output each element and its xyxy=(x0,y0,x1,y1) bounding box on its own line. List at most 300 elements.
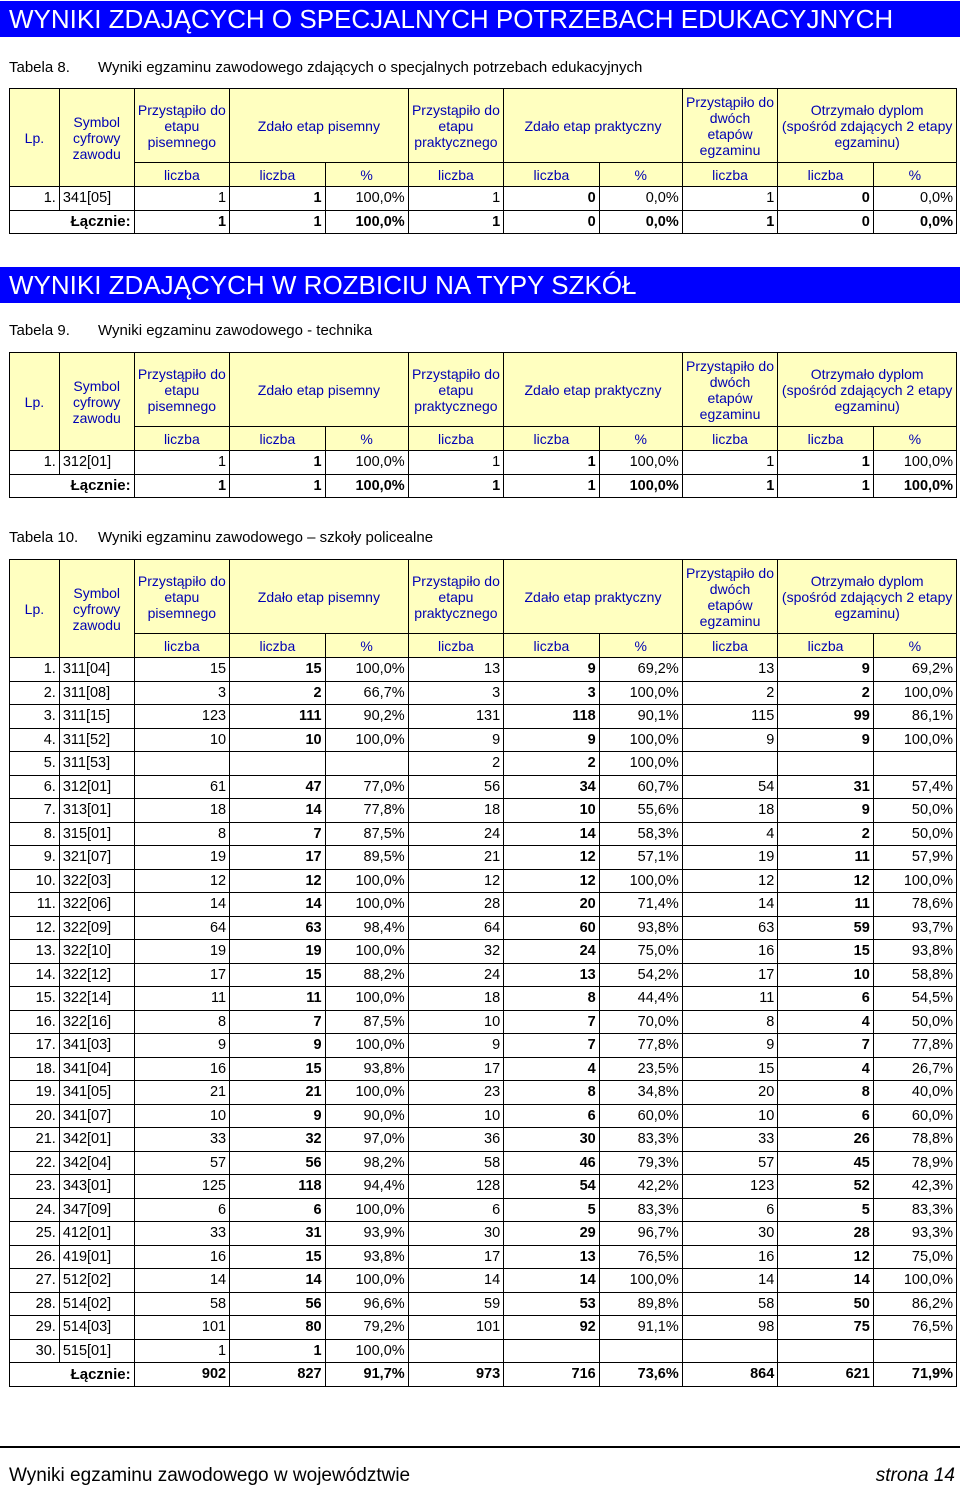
cell-pct-prakt: 75,0% xyxy=(599,940,682,964)
cell-zdalo-pis: 15 xyxy=(230,963,326,987)
table-title: Wyniki egzaminu zawodowego - technika xyxy=(98,322,373,339)
cell-pct-pis: 94,4% xyxy=(325,1175,408,1199)
row-lp: 10. xyxy=(10,869,60,893)
cell-przystapilo-prakt: 56 xyxy=(408,775,504,799)
cell-zdalo-prakt: 12 xyxy=(504,869,600,893)
cell-przystapilo-pis: 10 xyxy=(134,1104,230,1128)
cell-pct-pis: 98,4% xyxy=(325,916,408,940)
cell-przystapilo-dwa: 11 xyxy=(682,987,778,1011)
results-table-special-needs xyxy=(9,88,957,234)
cell-przystapilo-dwa: 14 xyxy=(682,893,778,917)
cell-przystapilo-prakt: 9 xyxy=(408,728,504,752)
row-lp: 12. xyxy=(10,916,60,940)
cell-zdalo-prakt: 92 xyxy=(504,1316,600,1340)
cell-otrzymalo: 5 xyxy=(778,1198,874,1222)
row-symbol: 341[07] xyxy=(59,1104,134,1128)
cell-przystapilo-prakt: 17 xyxy=(408,1057,504,1081)
total-cell: 100,0% xyxy=(599,474,682,498)
cell-otrzymalo: 9 xyxy=(778,658,874,682)
header-symbol: Symbol cyfrowy zawodu xyxy=(59,353,134,451)
header-zdalo-praktyczny: Zdało etap praktyczny xyxy=(504,353,683,427)
header-symbol: Symbol cyfrowy zawodu xyxy=(59,560,134,658)
table-row xyxy=(10,1198,957,1222)
cell-zdalo-prakt: 8 xyxy=(504,1081,600,1105)
row-symbol: 515[01] xyxy=(59,1339,134,1363)
row-symbol: 347[09] xyxy=(59,1198,134,1222)
header-przystapilo-praktyczny: Przystąpiło do etapu praktycznego xyxy=(408,560,504,634)
cell-zdalo-prakt: 29 xyxy=(504,1222,600,1246)
subheader-liczba: liczba xyxy=(504,634,600,658)
cell-pct-prakt: 60,7% xyxy=(599,775,682,799)
cell-przystapilo-pis xyxy=(134,752,230,776)
cell-zdalo-pis: 56 xyxy=(230,1151,326,1175)
cell-pct-prakt: 100,0% xyxy=(599,681,682,705)
results-table-policealne xyxy=(9,559,957,1387)
cell-przystapilo-dwa: 13 xyxy=(682,658,778,682)
cell-pct-dyplom: 100,0% xyxy=(873,869,956,893)
header-otrzymalo-line2: (spośród zdających 2 etapy egzaminu) xyxy=(781,588,953,621)
table-title: Wyniki egzaminu zawodowego zdających o specjalnych potrzebach edukacyjnych xyxy=(98,59,643,76)
cell-otrzymalo: 6 xyxy=(778,987,874,1011)
cell-pct-dyplom: 78,8% xyxy=(873,1128,956,1152)
cell-pct-dyplom: 86,1% xyxy=(873,705,956,729)
cell-otrzymalo: 2 xyxy=(778,822,874,846)
cell-przystapilo-dwa: 33 xyxy=(682,1128,778,1152)
header-row xyxy=(10,560,957,634)
cell-zdalo-pis: 21 xyxy=(230,1081,326,1105)
cell-otrzymalo: 0 xyxy=(778,187,874,211)
cell-przystapilo-prakt: 10 xyxy=(408,1010,504,1034)
table-row xyxy=(10,940,957,964)
cell-pct-pis: 97,0% xyxy=(325,1128,408,1152)
cell-przystapilo-dwa: 115 xyxy=(682,705,778,729)
cell-otrzymalo: 59 xyxy=(778,916,874,940)
cell-pct-pis: 100,0% xyxy=(325,658,408,682)
cell-pct-prakt: 55,6% xyxy=(599,799,682,823)
cell-otrzymalo: 31 xyxy=(778,775,874,799)
cell-pct-pis: 100,0% xyxy=(325,187,408,211)
table-row xyxy=(10,1292,957,1316)
cell-przystapilo-prakt: 1 xyxy=(408,187,504,211)
cell-pct-pis: 77,8% xyxy=(325,799,408,823)
row-symbol: 322[10] xyxy=(59,940,134,964)
cell-pct-prakt: 100,0% xyxy=(599,728,682,752)
cell-pct-dyplom: 54,5% xyxy=(873,987,956,1011)
cell-przystapilo-pis: 19 xyxy=(134,846,230,870)
table-title: Wyniki egzaminu zawodowego – szkoły policealne xyxy=(98,529,434,546)
header-otrzymalo-line2: (spośród zdających 2 etapy egzaminu) xyxy=(781,117,953,150)
cell-pct-prakt: 23,5% xyxy=(599,1057,682,1081)
cell-pct-pis: 100,0% xyxy=(325,1339,408,1363)
table-row xyxy=(10,1010,957,1034)
cell-zdalo-pis: 1 xyxy=(230,1339,326,1363)
cell-pct-pis: 100,0% xyxy=(325,451,408,475)
cell-pct-prakt: 57,1% xyxy=(599,846,682,870)
row-symbol: 322[16] xyxy=(59,1010,134,1034)
cell-pct-prakt: 91,1% xyxy=(599,1316,682,1340)
cell-przystapilo-prakt: 18 xyxy=(408,799,504,823)
table-row xyxy=(10,1057,957,1081)
cell-zdalo-pis: 7 xyxy=(230,1010,326,1034)
row-symbol: 343[01] xyxy=(59,1175,134,1199)
subheader-liczba: liczba xyxy=(408,427,504,451)
cell-przystapilo-pis: 17 xyxy=(134,963,230,987)
cell-pct-prakt: 44,4% xyxy=(599,987,682,1011)
cell-przystapilo-dwa: 17 xyxy=(682,963,778,987)
subheader-liczba: liczba xyxy=(408,634,504,658)
total-label: Łącznie: xyxy=(10,210,135,234)
subheader-liczba: liczba xyxy=(778,427,874,451)
cell-przystapilo-dwa: 63 xyxy=(682,916,778,940)
cell-zdalo-prakt: 3 xyxy=(504,681,600,705)
cell-zdalo-prakt: 46 xyxy=(504,1151,600,1175)
cell-przystapilo-pis: 33 xyxy=(134,1222,230,1246)
cell-pct-prakt: 58,3% xyxy=(599,822,682,846)
cell-otrzymalo: 28 xyxy=(778,1222,874,1246)
cell-przystapilo-prakt: 64 xyxy=(408,916,504,940)
total-row xyxy=(10,1363,957,1387)
cell-zdalo-prakt: 6 xyxy=(504,1104,600,1128)
row-lp: 19. xyxy=(10,1081,60,1105)
cell-przystapilo-dwa: 9 xyxy=(682,1034,778,1058)
cell-pct-prakt: 100,0% xyxy=(599,1269,682,1293)
table-row xyxy=(10,1104,957,1128)
cell-pct-pis: 100,0% xyxy=(325,1081,408,1105)
cell-pct-prakt: 76,5% xyxy=(599,1245,682,1269)
row-symbol: 322[14] xyxy=(59,987,134,1011)
row-symbol: 322[06] xyxy=(59,893,134,917)
total-cell: 827 xyxy=(230,1363,326,1387)
row-lp: 26. xyxy=(10,1245,60,1269)
cell-zdalo-pis: 14 xyxy=(230,799,326,823)
cell-pct-prakt xyxy=(599,1339,682,1363)
cell-zdalo-pis: 56 xyxy=(230,1292,326,1316)
cell-zdalo-pis xyxy=(230,752,326,776)
header-przystapilo-dwa-etapy: Przystąpiło do dwóch etapów egzaminu xyxy=(682,560,778,634)
cell-zdalo-prakt: 4 xyxy=(504,1057,600,1081)
cell-zdalo-pis: 9 xyxy=(230,1034,326,1058)
header-row xyxy=(10,89,957,163)
results-table-technika xyxy=(9,352,957,498)
cell-pct-prakt: 89,8% xyxy=(599,1292,682,1316)
header-zdalo-pisemny: Zdało etap pisemny xyxy=(230,89,409,163)
cell-pct-prakt: 93,8% xyxy=(599,916,682,940)
header-przystapilo-pisemny: Przystąpiło do etapu pisemnego xyxy=(134,353,230,427)
cell-zdalo-prakt: 14 xyxy=(504,1269,600,1293)
cell-zdalo-pis: 19 xyxy=(230,940,326,964)
cell-przystapilo-dwa xyxy=(682,752,778,776)
row-lp: 1. xyxy=(10,187,60,211)
row-symbol: 312[01] xyxy=(59,451,134,475)
total-label: Łącznie: xyxy=(10,1363,135,1387)
cell-pct-dyplom: 50,0% xyxy=(873,799,956,823)
subheader-percent: % xyxy=(599,634,682,658)
cell-przystapilo-pis: 14 xyxy=(134,1269,230,1293)
table-row xyxy=(10,752,957,776)
cell-przystapilo-dwa: 9 xyxy=(682,728,778,752)
cell-pct-prakt: 0,0% xyxy=(599,187,682,211)
table-row xyxy=(10,916,957,940)
cell-przystapilo-dwa: 57 xyxy=(682,1151,778,1175)
cell-pct-dyplom: 100,0% xyxy=(873,451,956,475)
header-otrzymalo-line2: (spośród zdających 2 etapy egzaminu) xyxy=(781,381,953,414)
section-banner-special-needs: WYNIKI ZDAJĄCYCH O SPECJALNYCH POTRZEBACH EDUKACYJNYCH xyxy=(0,1,960,37)
cell-otrzymalo xyxy=(778,752,874,776)
cell-pct-pis: 98,2% xyxy=(325,1151,408,1175)
footer-divider xyxy=(0,1446,960,1448)
cell-przystapilo-prakt: 59 xyxy=(408,1292,504,1316)
header-przystapilo-praktyczny: Przystąpiło do etapu praktycznego xyxy=(408,89,504,163)
header-zdalo-praktyczny: Zdało etap praktyczny xyxy=(504,560,683,634)
cell-pct-prakt: 77,8% xyxy=(599,1034,682,1058)
cell-pct-dyplom: 40,0% xyxy=(873,1081,956,1105)
cell-otrzymalo: 12 xyxy=(778,1245,874,1269)
cell-zdalo-pis: 2 xyxy=(230,681,326,705)
cell-zdalo-pis: 63 xyxy=(230,916,326,940)
cell-zdalo-prakt: 14 xyxy=(504,822,600,846)
row-symbol: 311[08] xyxy=(59,681,134,705)
cell-przystapilo-pis: 9 xyxy=(134,1034,230,1058)
cell-pct-prakt: 71,4% xyxy=(599,893,682,917)
cell-przystapilo-prakt: 6 xyxy=(408,1198,504,1222)
cell-pct-prakt: 96,7% xyxy=(599,1222,682,1246)
cell-otrzymalo: 4 xyxy=(778,1057,874,1081)
cell-przystapilo-dwa: 16 xyxy=(682,940,778,964)
cell-pct-dyplom xyxy=(873,752,956,776)
table-row xyxy=(10,1175,957,1199)
table-row xyxy=(10,822,957,846)
cell-przystapilo-dwa: 2 xyxy=(682,681,778,705)
header-przystapilo-pisemny: Przystąpiło do etapu pisemnego xyxy=(134,560,230,634)
cell-zdalo-pis: 12 xyxy=(230,869,326,893)
cell-otrzymalo: 52 xyxy=(778,1175,874,1199)
cell-zdalo-prakt: 0 xyxy=(504,187,600,211)
row-symbol: 342[04] xyxy=(59,1151,134,1175)
cell-pct-pis xyxy=(325,752,408,776)
cell-pct-pis: 100,0% xyxy=(325,1034,408,1058)
cell-pct-dyplom: 26,7% xyxy=(873,1057,956,1081)
subheader-liczba: liczba xyxy=(230,163,326,187)
cell-przystapilo-prakt: 17 xyxy=(408,1245,504,1269)
row-lp: 23. xyxy=(10,1175,60,1199)
cell-pct-dyplom: 60,0% xyxy=(873,1104,956,1128)
table-row xyxy=(10,799,957,823)
table-row xyxy=(10,1245,957,1269)
row-symbol: 311[04] xyxy=(59,658,134,682)
total-label: Łącznie: xyxy=(10,474,135,498)
row-symbol: 311[15] xyxy=(59,705,134,729)
row-symbol: 322[03] xyxy=(59,869,134,893)
header-otrzymalo-line1: Otrzymało dyplom xyxy=(810,101,924,118)
table-10-caption xyxy=(9,529,433,547)
row-lp: 28. xyxy=(10,1292,60,1316)
header-zdalo-praktyczny: Zdało etap praktyczny xyxy=(504,89,683,163)
cell-przystapilo-dwa: 20 xyxy=(682,1081,778,1105)
cell-zdalo-pis: 47 xyxy=(230,775,326,799)
cell-pct-pis: 100,0% xyxy=(325,869,408,893)
subheader-liczba: liczba xyxy=(682,634,778,658)
cell-zdalo-prakt: 53 xyxy=(504,1292,600,1316)
cell-przystapilo-prakt: 21 xyxy=(408,846,504,870)
subheader-liczba: liczba xyxy=(134,634,230,658)
row-lp: 5. xyxy=(10,752,60,776)
cell-pct-prakt: 100,0% xyxy=(599,869,682,893)
cell-pct-pis: 100,0% xyxy=(325,893,408,917)
cell-przystapilo-prakt xyxy=(408,1339,504,1363)
cell-pct-dyplom: 69,2% xyxy=(873,658,956,682)
row-lp: 4. xyxy=(10,728,60,752)
total-cell: 1 xyxy=(778,474,874,498)
total-cell: 902 xyxy=(134,1363,230,1387)
cell-pct-prakt: 60,0% xyxy=(599,1104,682,1128)
row-lp: 13. xyxy=(10,940,60,964)
cell-przystapilo-pis: 16 xyxy=(134,1057,230,1081)
cell-przystapilo-pis: 3 xyxy=(134,681,230,705)
cell-przystapilo-pis: 21 xyxy=(134,1081,230,1105)
row-symbol: 419[01] xyxy=(59,1245,134,1269)
cell-otrzymalo: 2 xyxy=(778,681,874,705)
cell-otrzymalo: 26 xyxy=(778,1128,874,1152)
cell-pct-dyplom: 100,0% xyxy=(873,1269,956,1293)
cell-przystapilo-pis: 64 xyxy=(134,916,230,940)
total-cell: 716 xyxy=(504,1363,600,1387)
row-symbol: 514[02] xyxy=(59,1292,134,1316)
cell-przystapilo-pis: 12 xyxy=(134,869,230,893)
cell-przystapilo-dwa xyxy=(682,1339,778,1363)
cell-przystapilo-prakt: 24 xyxy=(408,822,504,846)
cell-przystapilo-dwa: 16 xyxy=(682,1245,778,1269)
cell-pct-pis: 93,8% xyxy=(325,1245,408,1269)
cell-pct-pis: 100,0% xyxy=(325,728,408,752)
cell-otrzymalo: 6 xyxy=(778,1104,874,1128)
cell-pct-prakt: 90,1% xyxy=(599,705,682,729)
cell-pct-pis: 96,6% xyxy=(325,1292,408,1316)
total-cell: 100,0% xyxy=(325,210,408,234)
row-lp: 30. xyxy=(10,1339,60,1363)
cell-pct-dyplom xyxy=(873,1339,956,1363)
table-row xyxy=(10,728,957,752)
total-cell: 1 xyxy=(682,474,778,498)
table-row xyxy=(10,987,957,1011)
cell-pct-dyplom: 83,3% xyxy=(873,1198,956,1222)
row-symbol: 312[01] xyxy=(59,775,134,799)
cell-pct-pis: 87,5% xyxy=(325,1010,408,1034)
cell-pct-dyplom: 93,3% xyxy=(873,1222,956,1246)
cell-pct-dyplom: 100,0% xyxy=(873,681,956,705)
cell-pct-dyplom: 50,0% xyxy=(873,1010,956,1034)
row-lp: 17. xyxy=(10,1034,60,1058)
row-symbol: 311[53] xyxy=(59,752,134,776)
row-symbol: 341[05] xyxy=(59,1081,134,1105)
table-row xyxy=(10,1151,957,1175)
subheader-liczba: liczba xyxy=(682,163,778,187)
cell-zdalo-prakt: 1 xyxy=(504,451,600,475)
cell-pct-prakt: 100,0% xyxy=(599,451,682,475)
subheader-percent: % xyxy=(325,427,408,451)
subheader-liczba: liczba xyxy=(230,427,326,451)
cell-przystapilo-pis: 11 xyxy=(134,987,230,1011)
cell-zdalo-prakt: 10 xyxy=(504,799,600,823)
cell-pct-prakt: 54,2% xyxy=(599,963,682,987)
cell-zdalo-prakt: 24 xyxy=(504,940,600,964)
table-row xyxy=(10,705,957,729)
cell-przystapilo-dwa: 15 xyxy=(682,1057,778,1081)
cell-otrzymalo: 4 xyxy=(778,1010,874,1034)
cell-pct-pis: 77,0% xyxy=(325,775,408,799)
cell-przystapilo-prakt: 24 xyxy=(408,963,504,987)
table-row xyxy=(10,893,957,917)
cell-zdalo-pis: 14 xyxy=(230,893,326,917)
cell-przystapilo-prakt: 128 xyxy=(408,1175,504,1199)
cell-pct-pis: 93,9% xyxy=(325,1222,408,1246)
table-number: Tabela 9. xyxy=(9,322,70,339)
total-cell: 100,0% xyxy=(325,474,408,498)
cell-zdalo-pis: 31 xyxy=(230,1222,326,1246)
cell-zdalo-prakt: 13 xyxy=(504,1245,600,1269)
cell-przystapilo-pis: 1 xyxy=(134,1339,230,1363)
subheader-liczba: liczba xyxy=(504,427,600,451)
cell-zdalo-prakt: 20 xyxy=(504,893,600,917)
cell-zdalo-prakt: 2 xyxy=(504,752,600,776)
total-cell: 100,0% xyxy=(873,474,956,498)
total-cell: 73,6% xyxy=(599,1363,682,1387)
footer-title: Wyniki egzaminu zawodowego w województwie xyxy=(9,1465,411,1486)
header-otrzymalo-dyplom xyxy=(778,353,957,427)
cell-przystapilo-dwa: 54 xyxy=(682,775,778,799)
row-symbol: 412[01] xyxy=(59,1222,134,1246)
header-zdalo-pisemny: Zdało etap pisemny xyxy=(230,353,409,427)
cell-przystapilo-dwa: 8 xyxy=(682,1010,778,1034)
table-row xyxy=(10,1128,957,1152)
cell-pct-pis: 100,0% xyxy=(325,1198,408,1222)
cell-zdalo-pis: 1 xyxy=(230,451,326,475)
cell-otrzymalo: 9 xyxy=(778,728,874,752)
header-przystapilo-dwa-etapy: Przystąpiło do dwóch etapów egzaminu xyxy=(682,353,778,427)
cell-zdalo-pis: 1 xyxy=(230,187,326,211)
header-przystapilo-pisemny: Przystąpiło do etapu pisemnego xyxy=(134,89,230,163)
total-row xyxy=(10,210,957,234)
cell-przystapilo-pis: 6 xyxy=(134,1198,230,1222)
cell-przystapilo-pis: 18 xyxy=(134,799,230,823)
cell-pct-dyplom: 58,8% xyxy=(873,963,956,987)
cell-otrzymalo: 7 xyxy=(778,1034,874,1058)
cell-zdalo-pis: 9 xyxy=(230,1104,326,1128)
cell-zdalo-prakt: 13 xyxy=(504,963,600,987)
total-cell: 621 xyxy=(778,1363,874,1387)
total-cell: 1 xyxy=(134,210,230,234)
cell-przystapilo-dwa: 19 xyxy=(682,846,778,870)
subheader-liczba: liczba xyxy=(408,163,504,187)
cell-otrzymalo: 75 xyxy=(778,1316,874,1340)
cell-otrzymalo: 14 xyxy=(778,1269,874,1293)
cell-przystapilo-prakt: 32 xyxy=(408,940,504,964)
cell-pct-dyplom: 42,3% xyxy=(873,1175,956,1199)
row-symbol: 321[07] xyxy=(59,846,134,870)
total-cell: 1 xyxy=(504,474,600,498)
total-cell: 91,7% xyxy=(325,1363,408,1387)
cell-pct-pis: 100,0% xyxy=(325,1269,408,1293)
cell-przystapilo-dwa: 6 xyxy=(682,1198,778,1222)
row-symbol: 341[03] xyxy=(59,1034,134,1058)
row-lp: 29. xyxy=(10,1316,60,1340)
cell-otrzymalo: 12 xyxy=(778,869,874,893)
cell-przystapilo-pis: 101 xyxy=(134,1316,230,1340)
row-symbol: 514[03] xyxy=(59,1316,134,1340)
table-row xyxy=(10,963,957,987)
table-row xyxy=(10,1034,957,1058)
cell-przystapilo-pis: 1 xyxy=(134,451,230,475)
cell-przystapilo-prakt: 18 xyxy=(408,987,504,1011)
